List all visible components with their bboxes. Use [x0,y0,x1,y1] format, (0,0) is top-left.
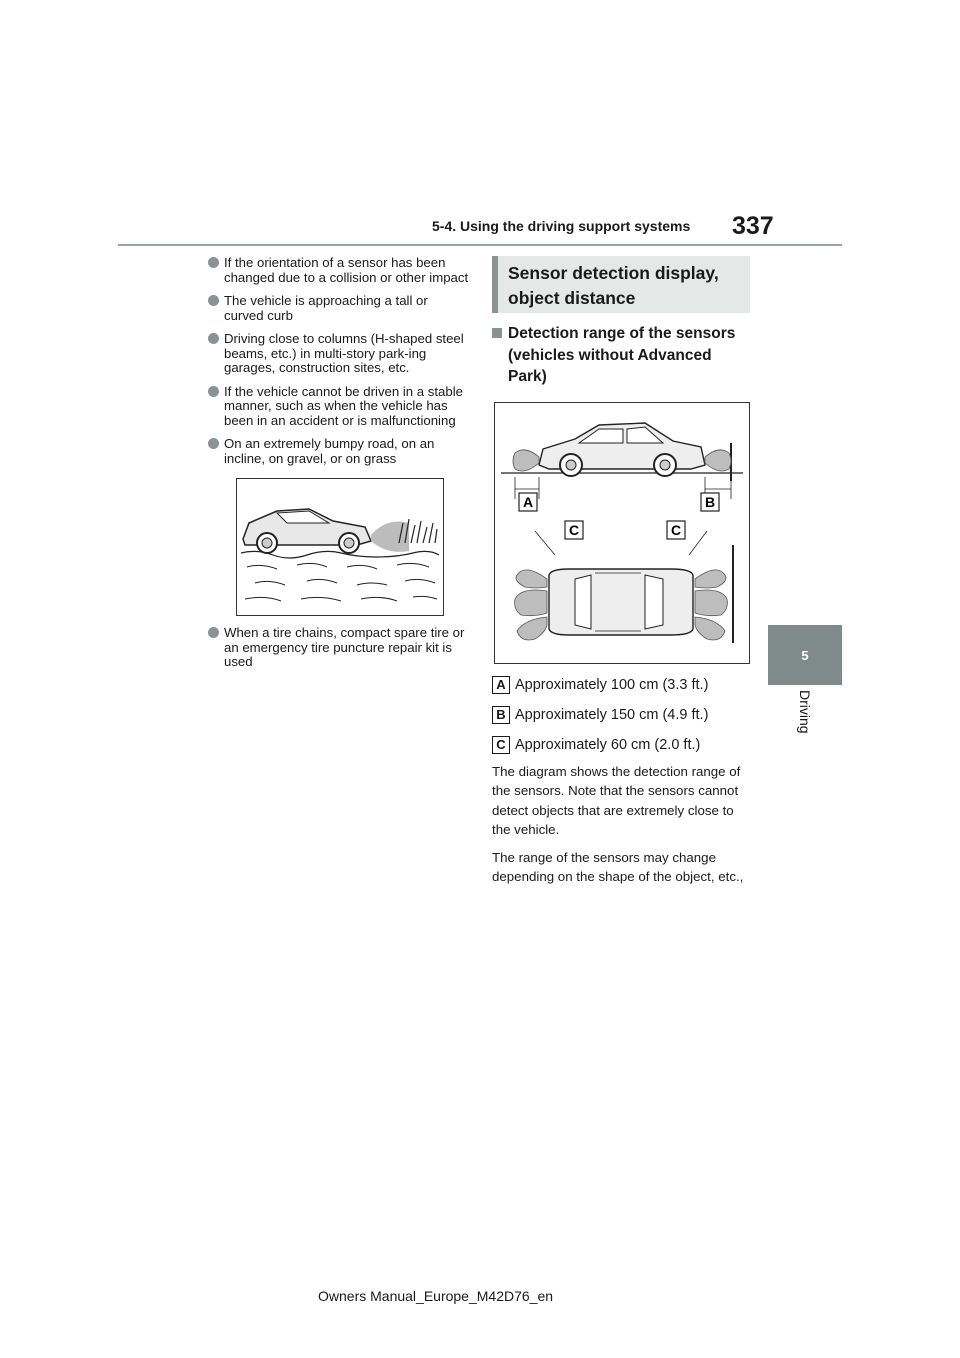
bullet-dot-icon [208,295,219,306]
left-column [208,256,470,679]
bullet-item [208,256,470,285]
bullet-dot-icon [208,257,219,268]
bullet-item [208,332,470,376]
bullet-dot-icon [208,438,219,449]
chapter-number: 5 [801,647,809,663]
legend-text-a: Approximately 100 cm (3.3 ft.) [515,676,709,693]
bullet-text: On an extremely bumpy road, on an incline, on gravel, or on grass [224,436,435,466]
legend-key-a: A [492,676,510,694]
diagram-label-c-right: C [670,521,682,538]
diagram-label-c-left: C [568,521,580,538]
legend-item-a [492,676,750,694]
subheading-text: Detection range of the sensors (vehicles without Advanced Park) [508,325,736,385]
bullet-text: When a tire chains, compact spare tire or an emergency tire puncture repair kit is used [224,625,465,669]
bullet-item [208,385,470,429]
legend-key-b: B [492,706,510,724]
sensor-range-diagram [494,402,750,664]
page-number: 337 [732,212,774,240]
bullet-text: If the orientation of a sensor has been changed due to a collision or other impact [224,255,469,285]
bullet-text: Driving close to columns (H-shaped steel beams, etc.) in multi-story park-ing garages, construction sites, etc. [224,331,464,375]
chapter-tab [768,625,842,685]
legend-item-b [492,706,750,724]
legend-key-c: C [492,736,510,754]
section-heading: Sensor detection display, object distance [492,256,750,313]
body-paragraph: The range of the sensors may change depending on the shape of the object, etc., [492,849,744,884]
bullet-item [208,626,470,670]
square-bullet-icon [492,328,502,338]
bumpy-road-illustration [236,478,444,616]
diagram-label-b: B [704,493,716,510]
bullet-text: If the vehicle cannot be driven in a stable manner, such as when the vehicle has been in an accident or is malfunctioning [224,383,463,428]
bullet-dot-icon [208,627,219,638]
bullet-dot-icon [208,386,219,397]
chapter-label: Driving [797,690,813,734]
bullet-item [208,437,470,466]
footer-text: Owners Manual_Europe_M42D76_en [318,1288,554,1304]
header-divider [118,244,842,246]
bullet-dot-icon [208,333,219,344]
legend-text-b: Approximately 150 cm (4.9 ft.) [515,706,709,723]
diagram-label-a: A [522,493,534,510]
bullet-item [208,294,470,323]
body-paragraph: The diagram shows the detection range of the sensors. Note that the sensors cannot detect objects that are extremely close to the vehicle. [492,763,741,837]
legend-item-c [492,736,750,754]
right-column [492,256,750,887]
subheading [492,323,750,388]
running-header: 5-4. Using the driving support systems [432,218,691,234]
legend-text-c: Approximately 60 cm (2.0 ft.) [515,736,701,753]
bullet-text: The vehicle is approaching a tall or curved curb [224,293,428,323]
